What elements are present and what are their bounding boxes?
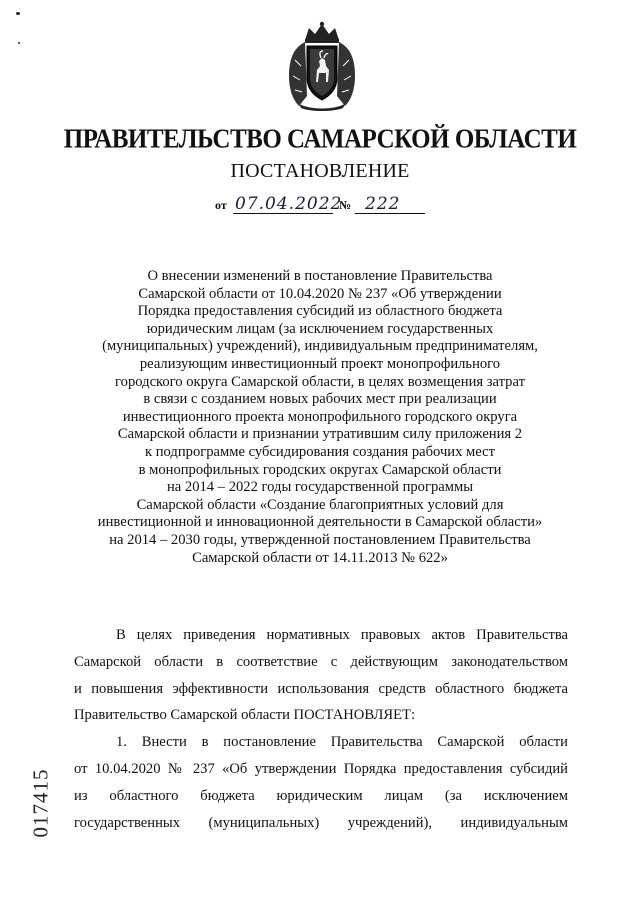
coat-of-arms-icon (283, 20, 361, 112)
title-line: инвестиционного проекта монопрофильного городского округа (122, 408, 518, 425)
number-label: № (339, 198, 352, 212)
handwritten-number: 222 (365, 194, 401, 214)
title-line: в монопрофильных городских округах Самарской области (138, 461, 502, 478)
title-line: к подпрограмме субсидирования создания рабочих мест (144, 443, 495, 460)
body-line: от 10.04.2020 № 237 «Об утверждении Порядка предоставления субсидий (74, 760, 568, 777)
serial-number: 017415 (28, 768, 53, 838)
government-title: ПРАВИТЕЛЬСТВО САМАРСКОЙ ОБЛАСТИ (63, 124, 577, 155)
body-line: и повышения эффективности использования средств областного бюджета (74, 680, 568, 697)
body-line: государственных (муниципальных) учреждений), индивидуальным (74, 814, 568, 831)
title-line: (муниципальных) учреждений), индивидуальным предпринимателям, (102, 338, 538, 355)
body-line: из областного бюджета юридическим лицам (за исключением (74, 787, 568, 804)
title-line: Порядка предоставления субсидий из областного бюджета (137, 303, 503, 320)
body-line: В целях приведения нормативных правовых актов Правительства (116, 627, 568, 643)
title-line: О внесении изменений в постановление Правительства (147, 268, 493, 284)
handwritten-date: 07.04.2022 (235, 194, 343, 214)
scan-speck (18, 42, 20, 44)
title-line: Самарской области и признании утратившим силу приложения 2 (117, 426, 523, 443)
title-line: реализующим инвестиционный проект монопрофильного (139, 355, 501, 372)
serial-stamp (28, 758, 54, 848)
title-line: на 2014 – 2022 годы государственной программы (166, 479, 474, 496)
body-line: 1. Внести в постановление Правительства Самарской области (116, 734, 568, 751)
title-line: Самарской области от 14.11.2013 № 622» (192, 549, 448, 566)
scan-speck (16, 12, 20, 15)
title-line: городского округа Самарской области, в целях возмещения затрат (115, 373, 525, 390)
title-line: Самарской области «Создание благоприятных условий для (136, 496, 504, 513)
resolution-body (74, 622, 568, 836)
resolution-title (90, 268, 550, 567)
title-line: в связи с созданием новых рабочих мест при реализации (143, 391, 497, 408)
date-from-label: от (215, 198, 227, 212)
title-line: инвестиционной и инновационной деятельности в Самарской области» (97, 514, 543, 531)
title-line: юридическим лицам (за исключением государственных (146, 320, 494, 337)
body-line: Самарской области в соответствие с действующим законодательством (74, 653, 568, 670)
title-line: Самарской области от 10.04.2020 № 237 «Об утверждении (138, 285, 502, 302)
body-line: Правительство Самарской области ПОСТАНОВЛЯЕТ: (74, 707, 416, 724)
title-line: на 2014 – 2030 годы, утвержденной постановлением Правительства (109, 531, 531, 548)
date-number-line (215, 193, 445, 217)
document-type: ПОСТАНОВЛЕНИЕ (230, 160, 410, 182)
